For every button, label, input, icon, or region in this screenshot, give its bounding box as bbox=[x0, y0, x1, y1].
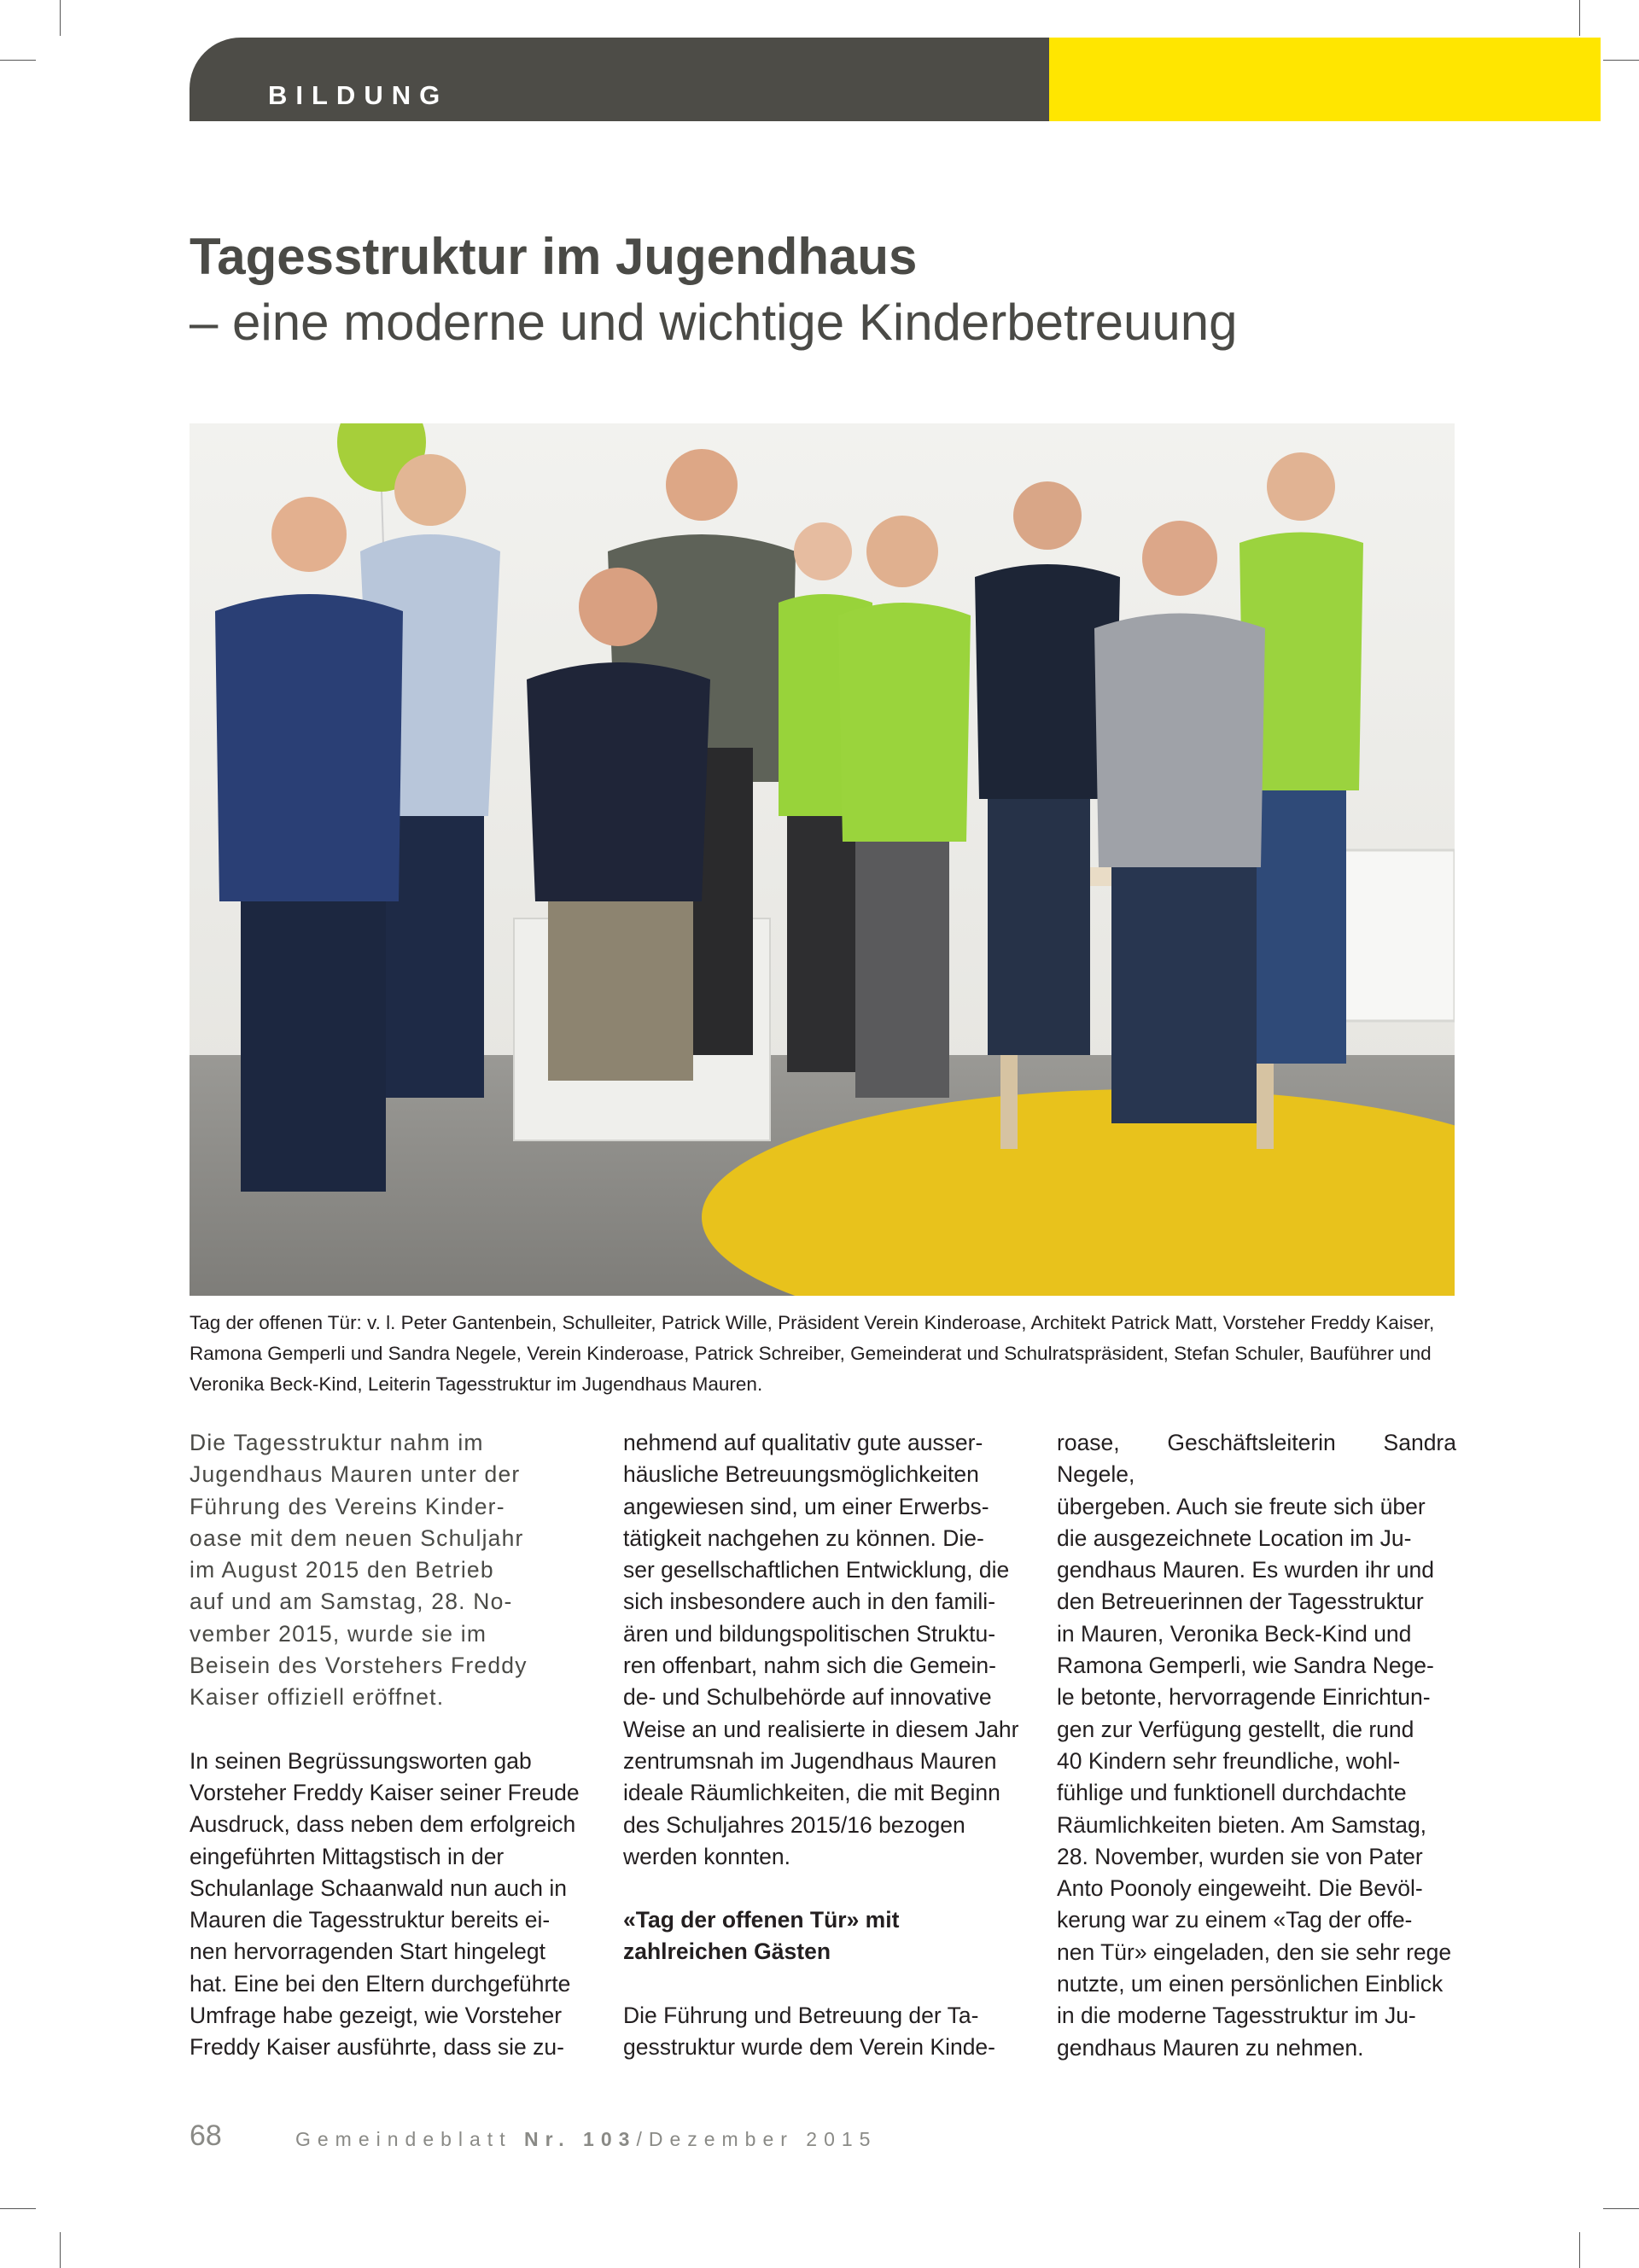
text-line: häusliche Betreuungsmöglichkeiten bbox=[623, 1461, 979, 1488]
photo-caption: Tag der offenen Tür: v. l. Peter Gantenbein, Schulleiter, Patrick Wille, Präsident Verein Kinderoase, Architekt Patrick Matt, Vorsteher Freddy Kaiser, Ramona Gemperli und Sandra Negele, Verein Kinderoase, Patrick Schreiber, Gemeinderat und Schulratspräsident, Stefan Schuler, Bauführer und Veronika Beck-Kind, Leiterin Tagesstruktur im Jugendhaus Mauren. bbox=[190, 1312, 1435, 1395]
text-line: oase mit dem neuen Schuljahr bbox=[190, 1525, 524, 1551]
article-title: Tagesstruktur im Jugendhaus bbox=[190, 228, 918, 285]
text-line: auf und am Samstag, 28. No- bbox=[190, 1589, 513, 1615]
text-line: kerung war zu einem «Tag der offe- bbox=[1057, 1907, 1413, 1933]
text-line: hat. Eine bei den Eltern durchgeführte bbox=[190, 1970, 571, 1997]
text-line: in Mauren, Veronika Beck-Kind und bbox=[1057, 1620, 1412, 1647]
text-line: Vorsteher Freddy Kaiser seiner Freude bbox=[190, 1779, 580, 1805]
crop-mark bbox=[60, 2232, 61, 2268]
text-line: eingeführten Mittagstisch in der bbox=[190, 1843, 505, 1869]
text-line: In seinen Begrüssungsworten gab bbox=[190, 1747, 532, 1774]
body-paragraph bbox=[1057, 1427, 1456, 2064]
crop-mark bbox=[1603, 2208, 1639, 2209]
text-line: den Betreuerinnen der Tagesstruktur bbox=[1057, 1589, 1424, 1615]
publication-name: Gemeindeblatt bbox=[295, 2128, 512, 2150]
text-line: ären und bildungspolitischen Struktu- bbox=[623, 1620, 996, 1647]
article-subtitle: – eine moderne und wichtige Kinderbetreuung bbox=[190, 294, 1238, 351]
text-line: Anto Poonoly eingeweiht. Die Bevöl- bbox=[1057, 1875, 1423, 1902]
text-column-3 bbox=[1057, 1427, 1456, 2064]
text-line: 28. November, wurden sie von Pater bbox=[1057, 1843, 1423, 1869]
text-line: zentrumsnah im Jugendhaus Mauren bbox=[623, 1747, 997, 1774]
group-photo-illustration bbox=[190, 423, 1455, 1296]
crop-mark bbox=[0, 2208, 36, 2209]
text-line: Beisein des Vorstehers Freddy bbox=[190, 1653, 528, 1679]
text-line: Ausdruck, dass neben dem erfolgreich bbox=[190, 1811, 576, 1838]
text-line: ideale Räumlichkeiten, die mit Beginn bbox=[623, 1780, 1000, 1806]
text-line: roase, Geschäftsleiterin Sandra Negele, bbox=[1057, 1430, 1456, 1488]
text-line: gendhaus Mauren. Es wurden ihr und bbox=[1057, 1557, 1434, 1583]
text-line: Schulanlage Schaanwald nun auch in bbox=[190, 1874, 567, 1901]
text-line: nen Tür» eingeladen, den sie sehr rege bbox=[1057, 1939, 1452, 1965]
text-line: des Schuljahres 2015/16 bezogen bbox=[623, 1811, 965, 1838]
text-line: Freddy Kaiser ausführte, dass sie zu- bbox=[190, 2034, 564, 2061]
text-line: nehmend auf qualitativ gute ausser- bbox=[623, 1430, 983, 1455]
crop-mark bbox=[1579, 0, 1580, 36]
section-accent-bar bbox=[1049, 38, 1601, 121]
crop-mark bbox=[0, 60, 36, 61]
text-line: gendhaus Mauren zu nehmen. bbox=[1057, 2034, 1364, 2061]
body-paragraph bbox=[190, 1746, 589, 2064]
crop-mark bbox=[60, 0, 61, 36]
text-line: Die Führung und Betreuung der Ta- bbox=[623, 2002, 979, 2028]
text-column-1 bbox=[190, 1427, 589, 2064]
text-line: Die Tagesstruktur nahm im bbox=[190, 1430, 484, 1455]
text-line: ser gesellschaftlichen Entwicklung, die bbox=[623, 1557, 1010, 1583]
crop-mark bbox=[1579, 2232, 1580, 2268]
text-line: ren offenbart, nahm sich die Gemein- bbox=[623, 1653, 996, 1679]
text-line: nen hervorragenden Start hingelegt bbox=[190, 1939, 545, 1965]
publication-info bbox=[295, 2128, 877, 2151]
text-column-2 bbox=[623, 1427, 1023, 2063]
text-line: Räumlichkeiten bieten. Am Samstag, bbox=[1057, 1811, 1427, 1838]
text-line: Führung des Vereins Kinder- bbox=[190, 1493, 505, 1519]
lead-paragraph bbox=[190, 1427, 589, 1714]
text-line: in die moderne Tagesstruktur im Ju- bbox=[1057, 2003, 1416, 2029]
text-line: werden konnten. bbox=[623, 1843, 790, 1869]
text-line: Mauren die Tagesstruktur bereits ei- bbox=[190, 1907, 551, 1933]
text-line: tätigkeit nachgehen zu können. Die- bbox=[623, 1525, 984, 1551]
text-line: vember 2015, wurde sie im bbox=[190, 1620, 487, 1647]
text-line: die ausgezeichnete Location im Ju- bbox=[1057, 1525, 1412, 1551]
text-line: zahlreichen Gästen bbox=[623, 1939, 831, 1965]
article-photo bbox=[190, 423, 1455, 1296]
text-line: angewiesen sind, um einer Erwerbs- bbox=[623, 1493, 989, 1519]
body-paragraph bbox=[623, 1427, 1023, 1873]
section-subheading bbox=[623, 1904, 1023, 1968]
text-line: Jugendhaus Mauren unter der bbox=[190, 1461, 521, 1488]
text-line: im August 2015 den Betrieb bbox=[190, 1557, 494, 1583]
text-line: Umfrage habe gezeigt, wie Vorsteher bbox=[190, 2003, 563, 2029]
text-line: gen zur Verfügung gestellt, die rund bbox=[1057, 1716, 1414, 1742]
section-label: BILDUNG bbox=[268, 80, 449, 110]
text-line: Weise an und realisierte in diesem Jahr bbox=[623, 1716, 1019, 1742]
text-line: fühlige und funktionell durchdachte bbox=[1057, 1780, 1407, 1806]
text-line: nutzte, um einen persönlichen Einblick bbox=[1057, 1971, 1444, 1997]
text-line: Kaiser offiziell eröffnet. bbox=[190, 1684, 445, 1711]
issue-date: /Dezember 2015 bbox=[636, 2128, 878, 2150]
text-line: Ramona Gemperli, wie Sandra Nege- bbox=[1057, 1653, 1434, 1679]
text-line: le betonte, hervorragende Einrichtun- bbox=[1057, 1684, 1431, 1711]
text-line: de- und Schulbehörde auf innovative bbox=[623, 1684, 992, 1711]
body-paragraph bbox=[623, 2000, 1023, 2064]
issue-number: Nr. 103 bbox=[523, 2128, 637, 2150]
text-line: gesstruktur wurde dem Verein Kinde- bbox=[623, 2034, 995, 2061]
text-line: sich insbesondere auch in den famili- bbox=[623, 1589, 996, 1615]
crop-mark bbox=[1603, 60, 1639, 61]
page-number: 68 bbox=[190, 2119, 222, 2152]
text-line: übergeben. Auch sie freute sich über bbox=[1057, 1493, 1426, 1519]
text-line: 40 Kindern sehr freundliche, wohl- bbox=[1057, 1747, 1401, 1774]
text-line: «Tag der offenen Tür» mit bbox=[623, 1907, 900, 1933]
